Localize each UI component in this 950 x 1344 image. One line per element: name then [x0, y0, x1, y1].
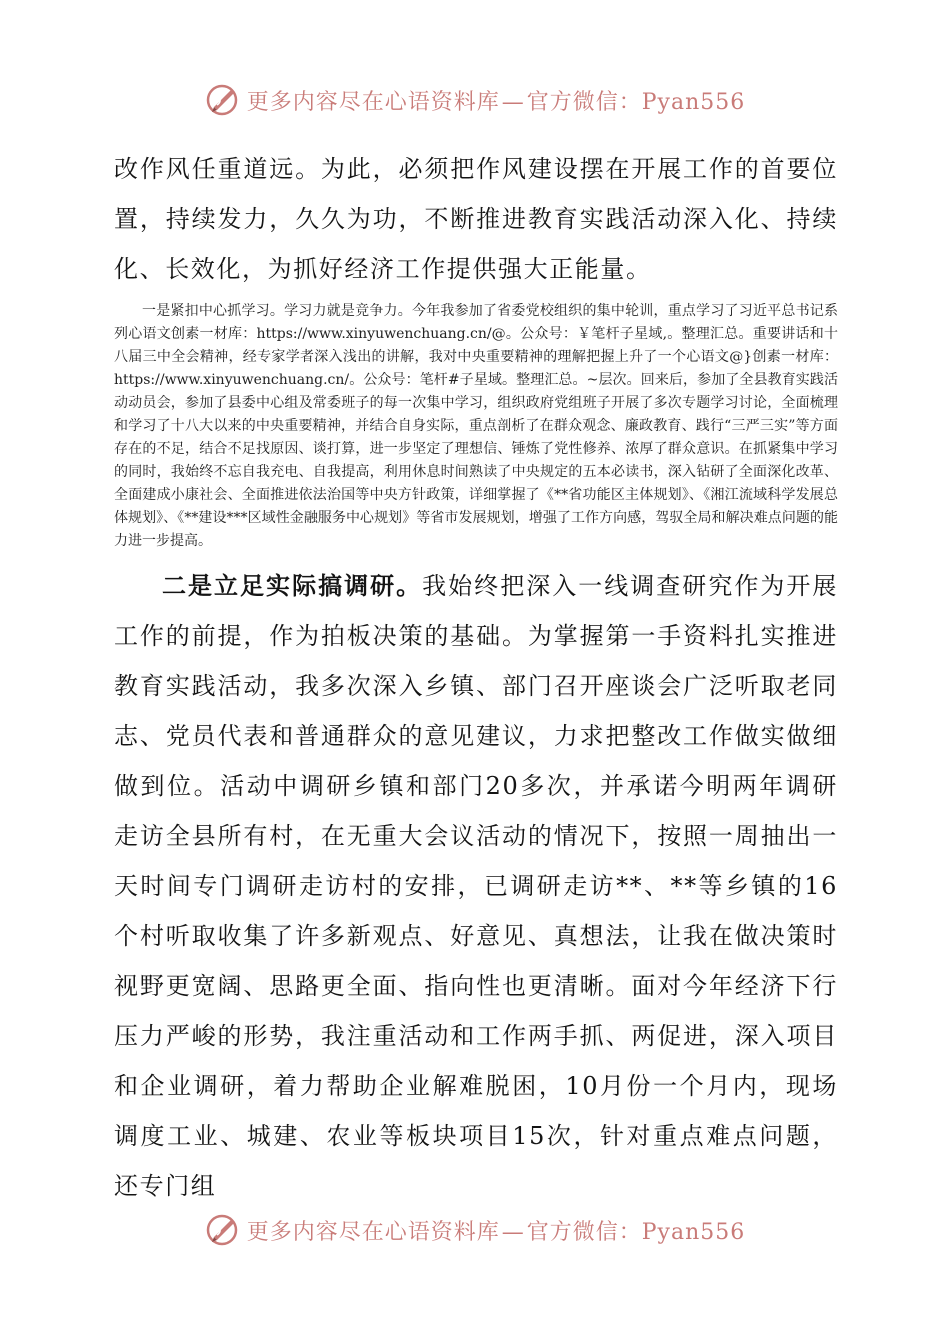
header-banner [0, 78, 950, 122]
header-banner-wechat-id: Pyan556 [641, 89, 746, 115]
pen-logo-icon [205, 1212, 241, 1248]
footer-banner-wechat-id: Pyan556 [641, 1219, 746, 1245]
paragraph-2: 一是紧扣中心抓学习。学习力就是竞争力。今年我参加了省委党校组织的集中轮训，重点学习了习近平总书记系列心语文创素一材库：https://www.xinyuwenchuang.cn/@。公众号：￥笔杆子星域,。整理汇总。重要讲话和十八届三中全会精神，经专家学者深入浅出的讲解，我对中央重要精神的理解把握上升了一个心语文@}创素一材库：https://www.xinyuwenchuang.cn/。公众号：笔杆#子星域。整理汇总。~层次。回来后，参加了全县教育实践活动动员会，参加了县委中心组及常委班子的每一次集中学习，组织政府党组班子开展了多次专题学习讨论，全面梳理和学习了十八大以来的中央重要精神，并结合自身实际，重点剖析了在群众观念、廉政教育、践行“三严三实”等方面存在的不足，结合不足找原因、谈打算，进一步坚定了理想信、锤炼了党性修养、浓厚了群众意识。在抓紧集中学习的同时，我始终不忘自我充电、自我提高，利用休息时间熟读了中央规定的五本必读书，深入钻研了全面深化改革、全面建成小康社会、全面推进依法治国等中央方针政策，详细掌握了《**省功能区主体规划》、《湘江流域科学发展总体规划》、《**建设***区域性金融服务中心规划》等省市发展规划，增强了工作方向感，驾驭全局和解决难点问题的能力进一步提高。 [114, 303, 838, 549]
document-body [114, 144, 838, 1211]
header-banner-label: 官方微信： [526, 89, 642, 115]
paragraph-3-text: 我始终把深入一线调查研究作为开展工作的前提，作为拍板决策的基础。为掌握第一手资料扎实推进教育实践活动，我多次深入乡镇、部门召开座谈会广泛听取老同志、党员代表和普通群众的意见建议，力求把整改工作做实做细做到位。活动中调研乡镇和部门20多次，并承诺今明两年调研走访全县所有村，在无重大会议活动的情况下，按照一周抽出一天时间专门调研走访村的安排，已调研走访**、**等乡镇的16个村听取收集了许多新观点、好意见、真想法，让我在做决策时视野更宽阔、思路更全面、指向性也更清晰。面对今年经济下行压力严峻的形势，我注重活动和工作两手抓、两促进，深入项目和企业调研，着力帮助企业解难脱困，10月份一个月内，现场调度工业、城建、农业等板块项目15次，针对重点难点问题，还专门组 [114, 572, 838, 1200]
paragraph-3 [114, 561, 838, 1211]
header-banner-main: 更多内容尽在心语资料库 [246, 89, 500, 115]
paragraph-3-heading: 二是立足实际搞调研。 [162, 571, 423, 600]
footer-banner-main: 更多内容尽在心语资料库 [246, 1219, 500, 1245]
footer-banner-text [247, 1215, 746, 1246]
header-banner-text [247, 85, 746, 116]
pen-logo-icon [205, 82, 241, 118]
footer-banner-label: 官方微信： [526, 1219, 642, 1245]
header-banner-dash: — [501, 89, 525, 115]
footer-banner [0, 1208, 950, 1252]
footer-banner-dash: — [501, 1219, 525, 1245]
paragraph-1: 改作风任重道远。为此，必须把作风建设摆在开展工作的首要位置，持续发力，久久为功，不断推进教育实践活动深入化、持续化、长效化，为抓好经济工作提供强大正能量。 [114, 155, 838, 283]
